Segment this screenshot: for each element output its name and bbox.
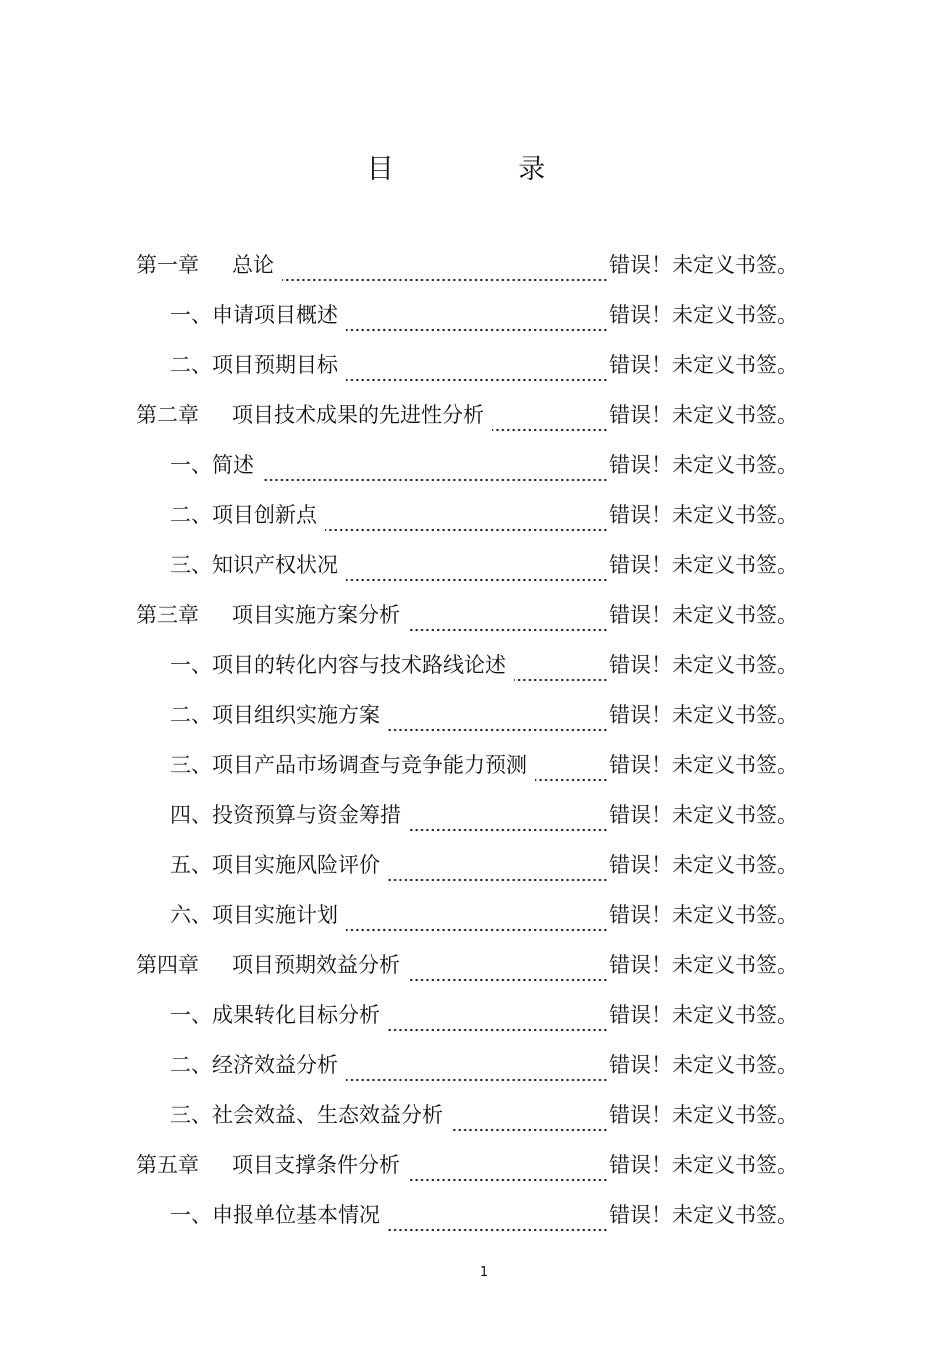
toc-entry-label: 项目组织实施方案 — [212, 703, 380, 727]
toc-section-entry[interactable] — [136, 890, 798, 940]
toc-entry-heading — [170, 740, 527, 790]
toc-entry-heading — [170, 290, 338, 340]
toc-entry-number: 四、 — [170, 803, 212, 827]
toc-entry-heading — [170, 1190, 380, 1240]
toc-entry-heading — [170, 690, 380, 740]
toc-entry-page-ref: 错误！未定义书签。 — [609, 903, 798, 927]
toc-entry-heading — [136, 1140, 400, 1190]
toc-entry-heading — [170, 340, 338, 390]
toc-chapter-entry[interactable] — [136, 940, 798, 990]
toc-entry-heading — [170, 640, 506, 690]
toc-section-entry[interactable] — [136, 440, 798, 490]
toc-dot-leader — [388, 710, 608, 732]
toc-entry-page-ref: 错误！未定义书签。 — [609, 603, 798, 627]
toc-entry-page-ref: 错误！未定义书签。 — [609, 403, 798, 427]
toc-entry-number: 二、 — [170, 353, 212, 377]
toc-dot-leader — [535, 760, 608, 782]
toc-entry-page-ref: 错误！未定义书签。 — [609, 1153, 798, 1177]
toc-section-entry[interactable] — [136, 790, 798, 840]
toc-entry-number: 五、 — [170, 853, 212, 877]
toc-entry-page-ref: 错误！未定义书签。 — [609, 1003, 798, 1027]
toc-entry-number: 第三章 — [136, 603, 199, 627]
toc-dot-leader — [346, 310, 608, 332]
toc-section-entry[interactable] — [136, 740, 798, 790]
toc-dot-leader — [346, 360, 608, 382]
toc-dot-leader — [346, 560, 608, 582]
toc-entry-number: 一、 — [170, 303, 212, 327]
toc-dot-leader — [388, 860, 608, 882]
toc-chapter-entry[interactable] — [136, 590, 798, 640]
toc-dot-leader — [408, 610, 608, 632]
toc-entry-number: 三、 — [170, 1103, 212, 1127]
toc-entry-page-ref: 错误！未定义书签。 — [609, 703, 798, 727]
toc-entry-page-ref: 错误！未定义书签。 — [609, 1053, 798, 1077]
toc-entry-heading — [170, 890, 338, 940]
toc-entry-label: 项目支撑条件分析 — [232, 1153, 400, 1177]
toc-entry-page-ref: 错误！未定义书签。 — [609, 1203, 798, 1227]
toc-section-entry[interactable] — [136, 990, 798, 1040]
toc-entry-page-ref: 错误！未定义书签。 — [609, 353, 798, 377]
toc-dot-leader — [514, 660, 608, 682]
toc-entry-page-ref: 错误！未定义书签。 — [609, 453, 798, 477]
toc-dot-leader — [409, 810, 608, 832]
toc-entry-heading — [170, 440, 254, 490]
toc-entry-heading — [170, 990, 380, 1040]
toc-entry-number: 二、 — [170, 503, 212, 527]
toc-entry-heading — [136, 240, 274, 290]
toc-entry-page-ref: 错误！未定义书签。 — [609, 853, 798, 877]
toc-entry-label: 项目实施风险评价 — [212, 853, 380, 877]
toc-entry-page-ref: 错误！未定义书签。 — [609, 803, 798, 827]
toc-title: 目 录 — [366, 154, 604, 185]
toc-entry-label: 项目实施方案分析 — [232, 603, 400, 627]
toc-entry-heading — [136, 390, 484, 440]
toc-section-entry[interactable] — [136, 290, 798, 340]
toc-entry-number: 一、 — [170, 1203, 212, 1227]
toc-dot-leader — [262, 460, 608, 482]
page-number: 1 — [479, 1265, 489, 1280]
toc-section-entry[interactable] — [136, 1090, 798, 1140]
toc-entry-number: 第五章 — [136, 1153, 199, 1177]
toc-section-entry[interactable] — [136, 490, 798, 540]
toc-dot-leader — [408, 960, 608, 982]
toc-entry-number: 第四章 — [136, 953, 199, 977]
toc-entry-heading — [136, 590, 400, 640]
toc-entry-page-ref: 错误！未定义书签。 — [609, 753, 798, 777]
toc-entry-label: 项目技术成果的先进性分析 — [232, 403, 484, 427]
toc-entry-page-ref: 错误！未定义书签。 — [609, 303, 798, 327]
toc-entry-label: 成果转化目标分析 — [212, 1003, 380, 1027]
toc-entry-page-ref: 错误！未定义书签。 — [609, 953, 798, 977]
toc-dot-leader — [346, 910, 608, 932]
toc-entry-label: 知识产权状况 — [212, 553, 338, 577]
toc-entry-label: 申报单位基本情况 — [212, 1203, 380, 1227]
toc-dot-leader — [388, 1010, 608, 1032]
toc-section-entry[interactable] — [136, 340, 798, 390]
toc-entry-page-ref: 错误！未定义书签。 — [609, 253, 798, 277]
toc-chapter-entry[interactable] — [136, 390, 798, 440]
toc-entry-label: 项目预期目标 — [212, 353, 338, 377]
toc-dot-leader — [282, 260, 608, 282]
toc-entry-heading — [170, 1040, 338, 1090]
toc-entry-label: 投资预算与资金筹措 — [212, 803, 401, 827]
toc-entry-label: 简述 — [212, 453, 254, 477]
toc-dot-leader — [325, 510, 608, 532]
toc-entry-label: 社会效益、生态效益分析 — [212, 1103, 443, 1127]
toc-section-entry[interactable] — [136, 840, 798, 890]
toc-entry-number: 一、 — [170, 1003, 212, 1027]
toc-chapter-entry[interactable] — [136, 1140, 798, 1190]
toc-entry-label: 总论 — [232, 253, 274, 277]
toc-dot-leader — [492, 410, 608, 432]
toc-entry-number: 三、 — [170, 753, 212, 777]
toc-entry-label: 项目预期效益分析 — [232, 953, 400, 977]
toc-entry-number: 一、 — [170, 453, 212, 477]
toc-section-entry[interactable] — [136, 690, 798, 740]
toc-section-entry[interactable] — [136, 640, 798, 690]
toc-entry-number: 三、 — [170, 553, 212, 577]
toc-entry-page-ref: 错误！未定义书签。 — [609, 1103, 798, 1127]
toc-entry-heading — [170, 790, 401, 840]
toc-dot-leader — [408, 1160, 608, 1182]
toc-entry-label: 项目创新点 — [212, 503, 317, 527]
toc-entry-heading — [170, 840, 380, 890]
toc-entry-label: 项目产品市场调查与竞争能力预测 — [212, 753, 527, 777]
toc-entry-number: 一、 — [170, 653, 212, 677]
toc-entry-label: 经济效益分析 — [212, 1053, 338, 1077]
toc-section-entry[interactable] — [136, 1040, 798, 1090]
toc-entry-label: 项目实施计划 — [212, 903, 338, 927]
toc-entry-page-ref: 错误！未定义书签。 — [609, 553, 798, 577]
toc-entry-label: 申请项目概述 — [212, 303, 338, 327]
toc-entry-number: 第一章 — [136, 253, 199, 277]
toc-dot-leader — [388, 1210, 608, 1232]
toc-entry-number: 二、 — [170, 703, 212, 727]
toc-list — [136, 240, 798, 1240]
toc-chapter-entry[interactable] — [136, 240, 798, 290]
toc-entry-number: 二、 — [170, 1053, 212, 1077]
toc-entry-number: 第二章 — [136, 403, 199, 427]
toc-entry-heading — [170, 490, 317, 540]
toc-dot-leader — [451, 1110, 608, 1132]
toc-entry-heading — [170, 1090, 443, 1140]
toc-section-entry[interactable] — [136, 1190, 798, 1240]
toc-entry-heading — [136, 940, 400, 990]
toc-entry-number: 六、 — [170, 903, 212, 927]
toc-entry-page-ref: 错误！未定义书签。 — [609, 503, 798, 527]
toc-entry-heading — [170, 540, 338, 590]
toc-entry-label: 项目的转化内容与技术路线论述 — [212, 653, 506, 677]
toc-entry-page-ref: 错误！未定义书签。 — [609, 653, 798, 677]
toc-section-entry[interactable] — [136, 540, 798, 590]
toc-dot-leader — [346, 1060, 608, 1082]
